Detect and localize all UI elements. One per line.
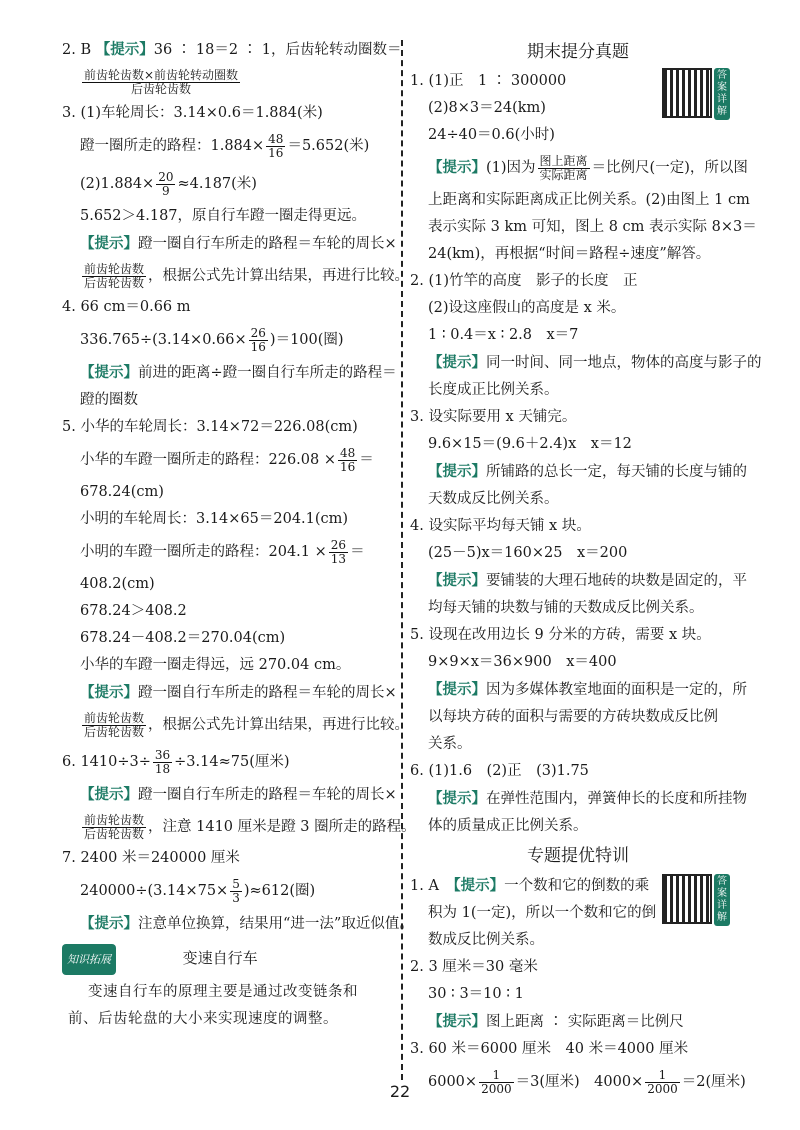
fraction-denominator: 16 — [268, 145, 284, 160]
fraction — [82, 814, 146, 840]
hint-text: ，根据公式先计算出结果，再进行比较。 — [148, 268, 410, 284]
answer-6-line — [62, 743, 392, 781]
answer-3-step — [62, 127, 392, 165]
knowledge-badge: 知识拓展 — [62, 944, 116, 975]
fraction-numerator: 前齿轮齿数 — [84, 710, 145, 725]
hint-line — [62, 230, 397, 258]
fraction-denominator: 13 — [330, 551, 347, 566]
hint-tag: 【提示】 — [428, 572, 486, 589]
hint-text: 前进的距离÷蹬一圈自行车所走的路程＝ — [138, 365, 397, 381]
fraction-denominator: 后齿轮齿数 — [84, 724, 145, 739]
hint-line — [62, 707, 410, 743]
hint-line: 天数成反比例关系。 — [428, 491, 559, 507]
text: 240000÷(3.14×75× — [80, 883, 229, 899]
answer-4-line: 4. 设实际平均每天铺 x 块。 — [410, 518, 591, 534]
hint-line: 表示实际 3 km 可知，图上 8 cm 表示实际 8×3＝ — [428, 219, 757, 235]
page-number: 22 — [389, 1082, 411, 1101]
hint-text: 蹬一圈自行车所走的路程＝车轮的周长× — [138, 236, 397, 252]
fraction — [82, 263, 146, 289]
hint-line: 关系。 — [428, 736, 472, 752]
hint-line: 积为 1(一定)，所以一个数和它的倒 — [428, 905, 657, 921]
hint-text: 注意单位换算，结果用“进一法”取近似值。 — [138, 916, 414, 932]
hint-line: 上距离和实际距离成正比例关系。(2)由图上 1 cm — [428, 192, 750, 208]
hint-tag: 【提示】 — [428, 354, 486, 371]
answer-3-conclusion: 5.652＞4.187，原自行车蹬一圈走得更远。 — [80, 208, 367, 224]
fraction-denominator: 16 — [250, 339, 266, 354]
text: ＝2(厘米) — [681, 1074, 746, 1090]
knowledge-text: 前、后齿轮盘的大小来实现速度的调整。 — [68, 1011, 338, 1027]
hint-line: 均每天铺的块数与铺的天数成反比例关系。 — [428, 600, 704, 616]
answer-2-label: 2. B — [62, 42, 92, 58]
hint-line — [410, 149, 746, 187]
text: )＝100(圈) — [269, 332, 344, 348]
fraction-denominator: 2000 — [481, 1081, 512, 1096]
hint-tag: 【提示】 — [80, 235, 138, 252]
answer-1-step: (2)8×3＝24(km) — [428, 100, 546, 116]
hint-text: ，根据公式先计算出结果，再进行比较。 — [148, 717, 410, 733]
hint-text: 蹬一圈自行车所走的路程＝车轮的周长× — [138, 787, 397, 803]
hint-tag: 【提示】 — [428, 681, 486, 698]
fraction — [266, 133, 285, 159]
hint-line — [62, 258, 410, 294]
fraction-denominator: 3 — [232, 890, 240, 905]
text: 1. A — [410, 878, 454, 894]
hint-tag: 【提示】 — [453, 877, 505, 894]
fraction-numerator: 前齿轮齿数 — [84, 261, 145, 276]
text: ＝ — [359, 452, 374, 468]
fraction-denominator: 16 — [340, 459, 356, 474]
fraction-numerator: 26 — [250, 325, 266, 340]
text: 小华的车蹬一圈所走的路程：226.08 × — [80, 452, 336, 468]
answer-5-line: 5. 设现在改用边长 9 分米的方砖，需要 x 块。 — [410, 627, 711, 643]
fraction-numerator: 48 — [268, 131, 284, 146]
qr-code-icon[interactable] — [662, 68, 712, 118]
hint-line — [410, 458, 746, 486]
fraction — [338, 447, 357, 473]
answer-2-step: 30 ∶ 3＝10 ∶ 1 — [428, 986, 524, 1002]
fraction-numerator: 前齿轮齿数 — [84, 812, 145, 827]
hint-line — [62, 809, 416, 845]
knowledge-title: 变速自行车 — [182, 949, 258, 967]
hint-tag: 【提示】 — [428, 463, 486, 480]
answer-5-step: 678.24(cm) — [80, 484, 164, 500]
fraction — [249, 327, 268, 353]
fraction-denominator: 2000 — [647, 1081, 678, 1096]
text: 6. 1410÷3÷ — [62, 754, 151, 770]
hint-line — [410, 349, 762, 377]
fraction — [230, 878, 242, 904]
hint-line — [62, 781, 397, 809]
fraction-numerator: 5 — [232, 876, 240, 891]
answer-5-step: 678.24＞408.2 — [80, 603, 187, 619]
answer-5-step: 408.2(cm) — [80, 576, 155, 592]
knowledge-box — [62, 944, 392, 1033]
text: ÷3.14≈75(厘米) — [174, 754, 290, 770]
hint-tag: 【提示】 — [428, 790, 486, 807]
text: ＝3(厘米) 4000× — [515, 1074, 644, 1090]
answer-1-step: 24÷40＝0.6(小时) — [428, 127, 555, 143]
section-title-special-training: 专题提优特训 — [527, 846, 629, 866]
fraction — [156, 171, 175, 197]
hint-tag: 【提示】 — [80, 684, 138, 701]
answer-3-step — [62, 165, 392, 203]
fraction-numerator: 26 — [330, 537, 347, 552]
answer-7-step — [62, 872, 392, 910]
answer-1-line: 1. (1)正 1 ∶ 300000 — [410, 73, 567, 89]
text: 336.765÷(3.14×0.66× — [80, 332, 247, 348]
fraction-numerator: 1 — [645, 1069, 680, 1083]
fraction — [329, 539, 348, 565]
qr-code-icon[interactable] — [662, 874, 712, 924]
answer-2-step: 1 ∶ 0.4＝x ∶ 2.8 x＝7 — [428, 327, 579, 343]
hint-line: 蹬的圈数 — [80, 392, 138, 408]
hint-text: 同一时间、同一地点，物体的高度与影子的 — [486, 355, 762, 371]
answer-3-line: 3. 设实际要用 x 天铺完。 — [410, 409, 577, 425]
hint-text: 蹬一圈自行车所走的路程＝车轮的周长× — [138, 685, 397, 701]
hint-text: 图上距离 ∶ 实际距离＝比例尺 — [486, 1014, 684, 1030]
fraction — [82, 712, 146, 738]
hint-tag: 【提示】 — [95, 41, 154, 58]
hint-text: 一个数和它的倒数的乘 — [504, 878, 650, 894]
fraction-denominator: 后齿轮齿数 — [131, 81, 192, 96]
hint-line — [62, 910, 414, 938]
answer-detail-tag: 答案详解 — [714, 68, 730, 120]
text: ＝5.652(米) — [287, 138, 370, 154]
hint-line — [410, 676, 746, 704]
hint-text: 要铺装的大理石地砖的块数是固定的，平 — [486, 573, 747, 589]
fraction — [153, 749, 172, 775]
hint-text: 在弹性范围内，弹簧伸长的长度和所挂物 — [486, 791, 747, 807]
hint-tag: 【提示】 — [80, 364, 138, 381]
hint-line — [62, 679, 397, 707]
knowledge-box-header — [62, 944, 392, 975]
answer-3-line: 3. (1)车轮周长：3.14×0.6＝1.884(米) — [62, 105, 323, 121]
right-column — [410, 36, 762, 1101]
left-column — [62, 36, 416, 1033]
answer-2-line — [62, 36, 402, 64]
answer-4-step — [62, 321, 392, 359]
answer-6-line: 6. (1)1.6 (2)正 (3)1.75 — [410, 763, 589, 779]
section-title-final-exam: 期末提分真题 — [527, 42, 629, 62]
text: )≈612(圈) — [243, 883, 316, 899]
answer-2-text: 36 ∶ 18＝2 ∶ 1，后齿轮转动圈数＝ — [153, 42, 402, 58]
hint-text: ，注意 1410 厘米是蹬 3 圈所走的路程。 — [148, 819, 416, 835]
fraction-numerator: 1 — [479, 1069, 514, 1083]
knowledge-text: 变速自行车的原理主要是通过改变链条和 — [88, 984, 358, 1000]
fraction-denominator: 18 — [154, 761, 171, 776]
fraction — [82, 69, 240, 95]
hint-line — [62, 359, 397, 387]
answer-5-step — [62, 441, 392, 479]
hint-tag: 【提示】 — [428, 1013, 486, 1030]
hint-line: 体的质量成正比例关系。 — [428, 818, 588, 834]
hint-text: ＝比例尺(一定)，所以图 — [591, 160, 748, 176]
text: ＝ — [350, 544, 365, 560]
answer-5-line: 5. 小华的车轮周长：3.14×72＝226.08(cm) — [62, 419, 358, 435]
text: ≈4.187(米) — [177, 176, 257, 192]
fraction-denominator: 9 — [162, 183, 170, 198]
text: 蹬一圈所走的路程：1.884× — [80, 138, 265, 154]
hint-text: 所铺路的总长一定，每天铺的长度与铺的 — [486, 464, 747, 480]
answer-5-conclusion: 小华的车蹬一圈走得远，远 270.04 cm。 — [80, 657, 351, 673]
formula-line — [62, 64, 392, 100]
hint-line: 24(km)，再根据“时间＝路程÷速度”解答。 — [428, 246, 711, 262]
text: (2)1.884× — [80, 176, 155, 192]
answer-2-line: 2. (1)竹竿的高度 影子的长度 正 — [410, 273, 638, 289]
fraction-numerator: 图上距离 — [539, 153, 588, 168]
answer-4-line: 4. 66 cm＝0.66 m — [62, 299, 191, 315]
fraction-numerator: 48 — [340, 445, 356, 460]
answer-7-line: 7. 2400 米＝240000 厘米 — [62, 850, 240, 866]
hint-line — [410, 567, 746, 595]
text: 6000× — [428, 1074, 478, 1090]
answer-2-step: (2)设这座假山的高度是 x 米。 — [428, 300, 626, 316]
hint-line: 以每块方砖的面积与需要的方砖块数成反比例 — [428, 709, 718, 725]
fraction — [538, 155, 590, 181]
special-training-section — [410, 840, 746, 1101]
answer-5-step: 小明的车轮周长：3.14×65＝204.1(cm) — [80, 511, 349, 527]
answer-5-step — [62, 533, 392, 571]
hint-tag: 【提示】 — [428, 159, 486, 176]
hint-line: 长度成正比例关系。 — [428, 382, 559, 398]
fraction-denominator: 后齿轮齿数 — [84, 275, 145, 290]
hint-text: (1)因为 — [486, 160, 536, 176]
answer-3-step: 9.6×15＝(9.6＋2.4)x x＝12 — [428, 436, 632, 452]
text: 小明的车蹬一圈所走的路程：204.1 × — [80, 544, 327, 560]
answer-detail-tag: 答案详解 — [714, 874, 730, 926]
answer-3-line: 3. 60 米＝6000 厘米 40 米＝4000 厘米 — [410, 1041, 689, 1057]
fraction-numerator: 20 — [158, 169, 174, 184]
answer-5-step: 678.24－408.2＝270.04(cm) — [80, 630, 286, 646]
fraction-numerator: 前齿轮齿数×前齿轮转动圈数 — [84, 67, 239, 82]
hint-tag: 【提示】 — [80, 915, 138, 932]
fraction-denominator: 实际距离 — [539, 167, 588, 182]
hint-line — [410, 785, 746, 813]
fraction-numerator: 36 — [154, 747, 171, 762]
answer-4-step: (25－5)x＝160×25 x＝200 — [428, 545, 628, 561]
hint-text: 因为多媒体教室地面的面积是一定的，所 — [486, 682, 747, 698]
hint-tag: 【提示】 — [80, 786, 138, 803]
hint-line: 数成反比例关系。 — [428, 932, 544, 948]
answer-2-line: 2. 3 厘米＝30 毫米 — [410, 959, 538, 975]
hint-line — [410, 1008, 746, 1036]
answer-5-step: 9×9×x＝36×900 x＝400 — [428, 654, 617, 670]
fraction-denominator: 后齿轮齿数 — [84, 826, 145, 841]
